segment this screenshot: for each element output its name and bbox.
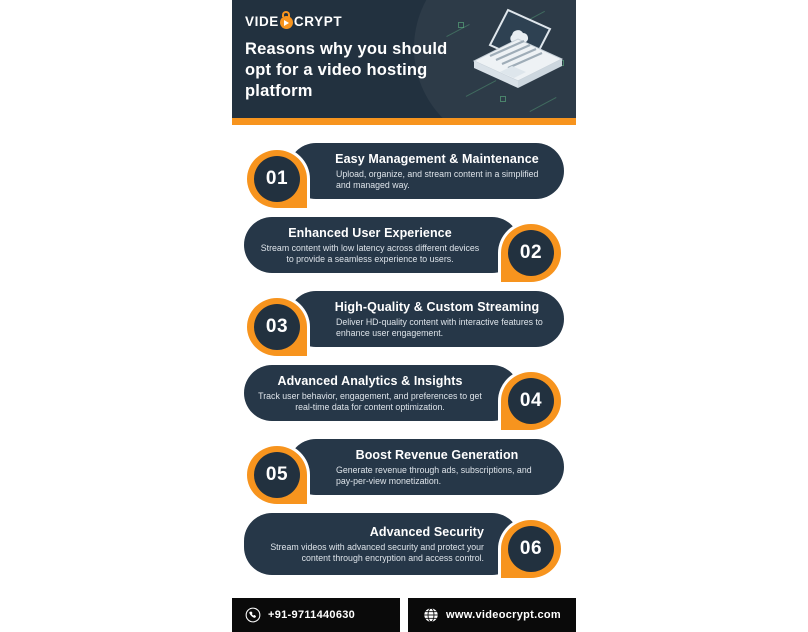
reason-title: Enhanced User Experience [288,225,452,240]
number-badge [244,443,310,507]
reason-card [244,513,520,575]
page-title-line-2: opt for a video hosting [245,61,428,79]
reason-description: Upload, organize, and stream content in a simplified and managed way. [336,168,539,190]
brand-logo-left: VIDE [245,13,279,29]
phone-icon [245,607,261,623]
globe-icon [423,607,439,623]
reason-title: Advanced Analytics & Insights [277,373,463,388]
page-title-line-1: Reasons why you should [245,40,448,58]
number-badge [244,295,310,359]
orange-divider [232,118,576,125]
phone-contact[interactable] [232,598,400,632]
reason-description: Stream content with low latency across different devices to provide a seamless experience to users. [260,242,480,264]
footer [232,598,576,632]
page-title-line-3: platform [245,82,313,100]
badge-number: 04 [508,378,554,424]
header [232,0,576,118]
phone-number: +91-9711440630 [268,609,356,621]
reason-card [244,365,520,421]
reason-card [288,439,564,495]
badge-number: 06 [508,526,554,572]
reason-item-4 [244,365,564,421]
reason-item-6 [244,513,564,575]
lock-play-icon [280,11,293,29]
badge-number: 01 [254,156,300,202]
reason-title: Advanced Security [369,524,484,539]
reason-title: High-Quality & Custom Streaming [334,299,540,314]
badge-number: 05 [254,452,300,498]
reasons-list [232,125,576,575]
reason-card [288,143,564,199]
reason-item-2 [244,217,564,273]
play-icon [284,20,289,26]
reason-title: Easy Management & Maintenance [335,151,539,166]
reason-title: Boost Revenue Generation [355,447,519,462]
page-title [245,39,576,102]
website-url: www.videocrypt.com [445,609,562,621]
number-badge [498,221,564,285]
reason-description: Deliver HD-quality content with interactive features to enhance user engagement. [336,316,543,338]
badge-number: 03 [254,304,300,350]
reason-card [288,291,564,347]
number-badge [498,517,564,581]
reason-description: Stream videos with advanced security and protect your content through encryption and access control. [270,541,484,563]
reason-item-5 [244,439,564,495]
reason-description: Track user behavior, engagement, and preferences to get real-time data for content optimization. [258,390,482,412]
infographic [232,0,576,632]
badge-number: 02 [508,230,554,276]
reason-description: Generate revenue through ads, subscriptions, and pay-per-view monetization. [336,464,532,486]
brand-logo-right: CRYPT [293,13,343,29]
number-badge [498,369,564,433]
reason-item-1 [244,143,564,199]
reason-item-3 [244,291,564,347]
number-badge [244,147,310,211]
website-link[interactable] [408,598,576,632]
reason-card [244,217,520,273]
brand-logo [245,12,576,30]
